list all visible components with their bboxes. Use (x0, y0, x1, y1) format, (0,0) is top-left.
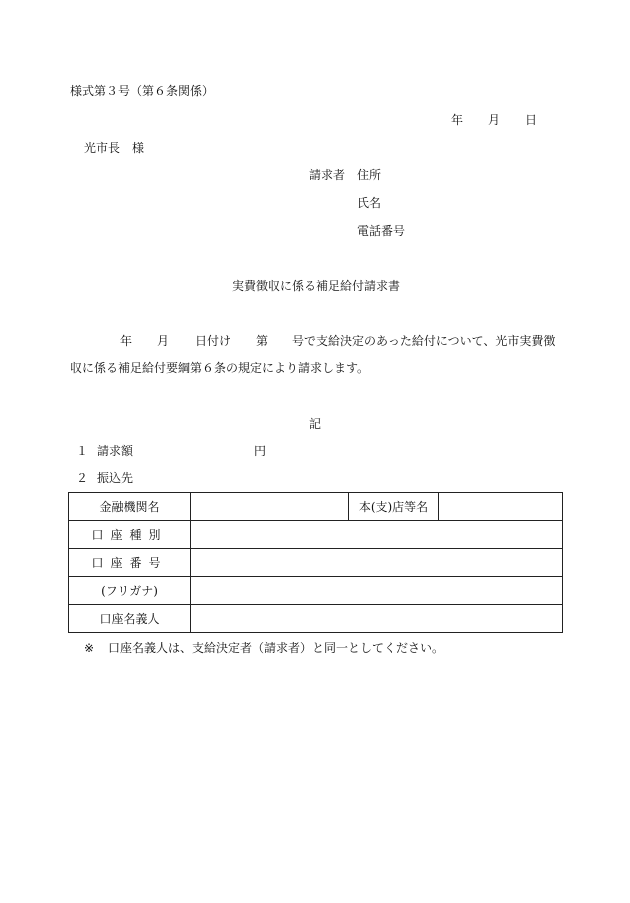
claim-amount-label: 請求額 (97, 444, 134, 458)
requester-name-label: 氏名 (357, 196, 382, 210)
date-day-label: 日 (525, 113, 538, 127)
transfer-destination-label: 振込先 (97, 471, 134, 485)
account-holder-field[interactable] (191, 605, 563, 633)
body-day-label: 日付け (195, 334, 232, 348)
table-row (69, 549, 563, 577)
body-line2: 収に係る補足給付要綱第６条の規定により請求します。 (70, 361, 370, 375)
body-line1-rest: 号で支給決定のあった給付について、光市実費徴 (292, 334, 556, 348)
table-row (69, 577, 563, 605)
body-month-label: 月 (157, 334, 170, 348)
note-text: 口座名義人は、支給決定者（請求者）と同一としてください。 (108, 641, 445, 655)
institution-name-label: 金融機関名 (69, 493, 191, 521)
branch-name-field[interactable] (439, 493, 563, 521)
furigana-label: (フリガナ) (69, 577, 191, 605)
requester-phone-label: 電話番号 (357, 224, 406, 238)
transfer-item-number: ２ (76, 471, 89, 485)
account-type-field[interactable] (191, 521, 563, 549)
table-row (69, 521, 563, 549)
account-holder-label: 口座名義人 (69, 605, 191, 633)
account-number-field[interactable] (191, 549, 563, 577)
note-mark: ※ (84, 641, 95, 655)
body-number-prefix: 第 (256, 334, 269, 348)
table-row (69, 605, 563, 633)
claim-amount-unit: 円 (254, 444, 267, 458)
requester-address-label: 住所 (357, 168, 382, 182)
document-title: 実費徴収に係る補足給付請求書 (232, 279, 401, 293)
branch-name-label: 本(支)店等名 (349, 493, 439, 521)
institution-name-field[interactable] (191, 493, 349, 521)
ki-heading: 記 (309, 417, 322, 431)
addressee: 光市長 様 (84, 141, 145, 155)
body-year-label: 年 (120, 334, 133, 348)
account-number-label: 口座番号 (69, 549, 191, 577)
furigana-field[interactable] (191, 577, 563, 605)
date-month-label: 月 (488, 113, 501, 127)
table-row (69, 493, 563, 521)
requester-label: 請求者 (309, 168, 346, 182)
account-type-label: 口座種別 (69, 521, 191, 549)
bank-account-table (68, 492, 563, 633)
form-number: 様式第３号（第６条関係） (70, 84, 215, 98)
date-year-label: 年 (451, 113, 464, 127)
claim-item-number: １ (76, 444, 89, 458)
